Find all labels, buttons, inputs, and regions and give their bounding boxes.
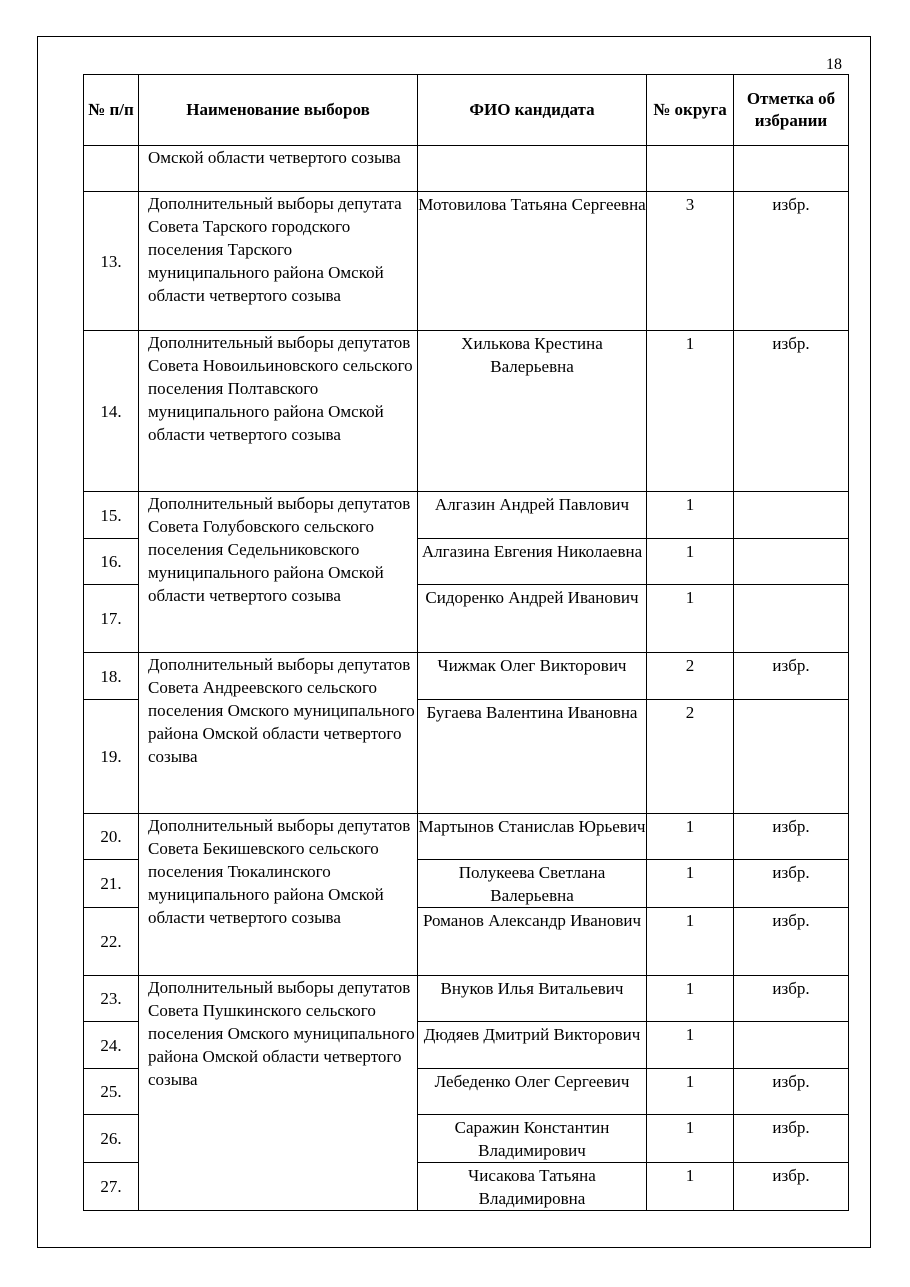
candidate-name: Сидоренко Андрей Иванович <box>418 585 647 653</box>
election-mark <box>734 585 849 653</box>
election-name: Дополнительный выборы депутатов Совета Бекишевского сельского поселения Тюкалинского муниципального района Омской области четвертого созыва <box>139 814 418 976</box>
district-number: 3 <box>647 192 734 331</box>
district-number: 1 <box>647 860 734 908</box>
district-number: 1 <box>647 976 734 1022</box>
row-num: 13. <box>84 192 139 331</box>
row-num: 23. <box>84 976 139 1022</box>
district-number: 2 <box>647 700 734 814</box>
row-num: 14. <box>84 331 139 492</box>
candidate-name: Алгазин Андрей Павлович <box>418 492 647 539</box>
election-name: Омской области четвертого созыва <box>139 146 418 192</box>
election-name: Дополнительный выборы депутатов Совета Голубовского сельского поселения Седельниковского муниципального района Омской области четвертого созыва <box>139 492 418 653</box>
election-results-table <box>83 74 849 1211</box>
district-number: 1 <box>647 1069 734 1115</box>
election-name: Дополнительный выборы депутатов Совета Пушкинского сельского поселения Омского муниципального района Омской области четвертого созыва <box>139 976 418 1211</box>
district-number: 1 <box>647 814 734 860</box>
district-number: 1 <box>647 1022 734 1069</box>
header-num: № п/п <box>84 75 139 146</box>
row-num: 16. <box>84 539 139 585</box>
candidate-name: Хилькова Крестина Валерьевна <box>418 331 647 492</box>
district-number: 2 <box>647 653 734 700</box>
table-row <box>84 653 849 700</box>
election-name: Дополнительный выборы депутатов Совета Андреевского сельского поселения Омского муниципального района Омской области четвертого созыва <box>139 653 418 814</box>
candidate-name: Саражин Константин Владимирович <box>418 1115 647 1163</box>
row-num: 25. <box>84 1069 139 1115</box>
header-district: № округа <box>647 75 734 146</box>
election-mark: избр. <box>734 860 849 908</box>
election-mark: избр. <box>734 653 849 700</box>
candidate-name: Мартынов Станислав Юрьевич <box>418 814 647 860</box>
district-number: 1 <box>647 492 734 539</box>
election-mark: избр. <box>734 192 849 331</box>
candidate-name: Романов Александр Иванович <box>418 908 647 976</box>
header-row <box>84 75 849 146</box>
candidate-name: Внуков Илья Витальевич <box>418 976 647 1022</box>
election-mark: избр. <box>734 1115 849 1163</box>
row-num: 18. <box>84 653 139 700</box>
election-mark <box>734 700 849 814</box>
row-num: 27. <box>84 1163 139 1211</box>
table-row <box>84 492 849 539</box>
table-row <box>84 331 849 492</box>
election-mark: избр. <box>734 908 849 976</box>
election-name: Дополнительный выборы депутата Совета Тарского городского поселения Тарского муниципального района Омской области четвертого созыва <box>139 192 418 331</box>
header-mark: Отметка об избрании <box>734 75 849 146</box>
candidate-name: Бугаева Валентина Ивановна <box>418 700 647 814</box>
district-number: 1 <box>647 539 734 585</box>
district-number: 1 <box>647 331 734 492</box>
row-num: 19. <box>84 700 139 814</box>
election-mark: избр. <box>734 331 849 492</box>
election-mark: избр. <box>734 814 849 860</box>
table-row <box>84 146 849 192</box>
district-number: 1 <box>647 908 734 976</box>
election-name: Дополнительный выборы депутатов Совета Новоильиновского сельского поселения Полтавского муниципального района Омской области четвертого созыва <box>139 331 418 492</box>
row-num: 20. <box>84 814 139 860</box>
table-row <box>84 976 849 1022</box>
row-num: 26. <box>84 1115 139 1163</box>
row-num <box>84 146 139 192</box>
election-mark: избр. <box>734 1069 849 1115</box>
district-number: 1 <box>647 1163 734 1211</box>
row-num: 15. <box>84 492 139 539</box>
candidate-name: Мотовилова Татьяна Сергеевна <box>418 192 647 331</box>
candidate-name <box>418 146 647 192</box>
table-row <box>84 192 849 331</box>
candidate-name: Чисакова Татьяна Владимировна <box>418 1163 647 1211</box>
election-mark: избр. <box>734 1163 849 1211</box>
candidate-name: Дюдяев Дмитрий Викторович <box>418 1022 647 1069</box>
row-num: 17. <box>84 585 139 653</box>
header-candidate: ФИО кандидата <box>418 75 647 146</box>
candidate-name: Алгазина Евгения Николаевна <box>418 539 647 585</box>
row-num: 24. <box>84 1022 139 1069</box>
row-num: 21. <box>84 860 139 908</box>
candidate-name: Полукеева Светлана Валерьевна <box>418 860 647 908</box>
district-number: 1 <box>647 585 734 653</box>
election-mark: избр. <box>734 976 849 1022</box>
table-row <box>84 814 849 860</box>
candidate-name: Чижмак Олег Викторович <box>418 653 647 700</box>
page-number: 18 <box>826 56 842 73</box>
district-number: 1 <box>647 1115 734 1163</box>
candidate-name: Лебеденко Олег Сергеевич <box>418 1069 647 1115</box>
election-mark <box>734 539 849 585</box>
district-number <box>647 146 734 192</box>
election-mark <box>734 146 849 192</box>
election-mark <box>734 1022 849 1069</box>
row-num: 22. <box>84 908 139 976</box>
election-mark <box>734 492 849 539</box>
header-election: Наименование выборов <box>139 75 418 146</box>
